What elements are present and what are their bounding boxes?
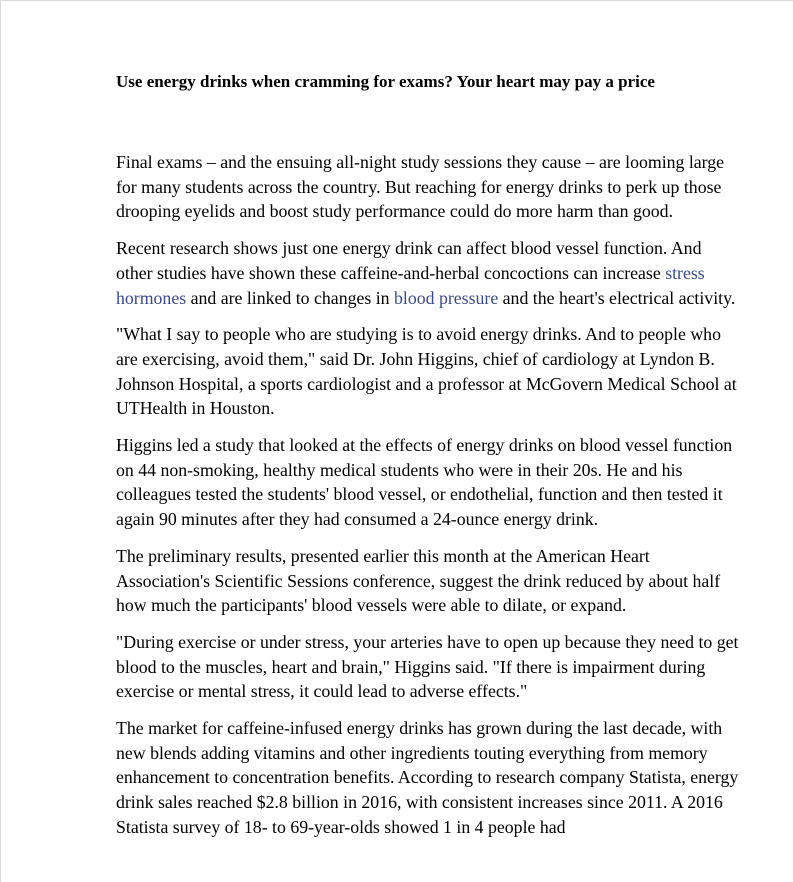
paragraph-7: The market for caffeine-infused energy drinks has grown during the last decade, with new blends adding vitamins and other ingredients touting everything from memory enhancement to concentration benefits. According to research company Statista, energy drink sales reached $2.8 billion in 2016, with consistent increases since 2011. A 2016 Statista survey of 18- to 69-year-olds showed 1 in 4 people had: [116, 718, 739, 837]
paragraph-2-text-b: and are linked to changes in: [186, 287, 395, 308]
article: [116, 69, 741, 852]
paragraph-6: "During exercise or under stress, your arteries have to open up because they need to get blood to the muscles, heart and brain," Higgins said. "If there is impairment during exercise or mental stress, it could lead to adverse effects.": [116, 631, 739, 702]
paragraph-2-text-a: Recent research shows just one energy drink can affect blood vessel function. And other studies have shown these caffeine-and-herbal concoctions can increase: [116, 238, 702, 283]
paragraph-3: "What I say to people who are studying is to avoid energy drinks. And to people who are exercising, avoid them," said Dr. John Higgins, chief of cardiology at Lyndon B. Johnson Hospital, a sports cardiologist and a professor at McGovern Medical School at UTHealth in Houston.: [116, 324, 737, 419]
article-title: Use energy drinks when cramming for exams? Your heart may pay a price: [116, 72, 655, 91]
paragraph-1: Final exams – and the ensuing all-night study sessions they cause – are looming large for many students across the country. But reaching for energy drinks to perk up those drooping eyelids and boost study performance could do more harm than good.: [116, 152, 725, 222]
blood-pressure-link[interactable]: blood pressure: [394, 287, 499, 308]
article-body: [116, 150, 741, 840]
stress-hormones-link[interactable]: stress hormones: [116, 262, 705, 308]
paragraph-4: Higgins led a study that looked at the effects of energy drinks on blood vessel function on 44 non-smoking, healthy medical students who were in their 20s. He and his colleagues tested the students' blood vessel, or endothelial, function and then tested it again 90 minutes after they had consumed a 24-ounce energy drink.: [116, 435, 733, 530]
paragraph-2: [116, 236, 741, 310]
paragraph-2-text-c: and the heart's electrical activity.: [498, 287, 736, 308]
paragraph-5: The preliminary results, presented earlier this month at the American Heart Association's Scientific Sessions conference, suggest the drink reduced by about half how much the participants' blood vessels were able to dilate, or expand.: [116, 545, 721, 616]
